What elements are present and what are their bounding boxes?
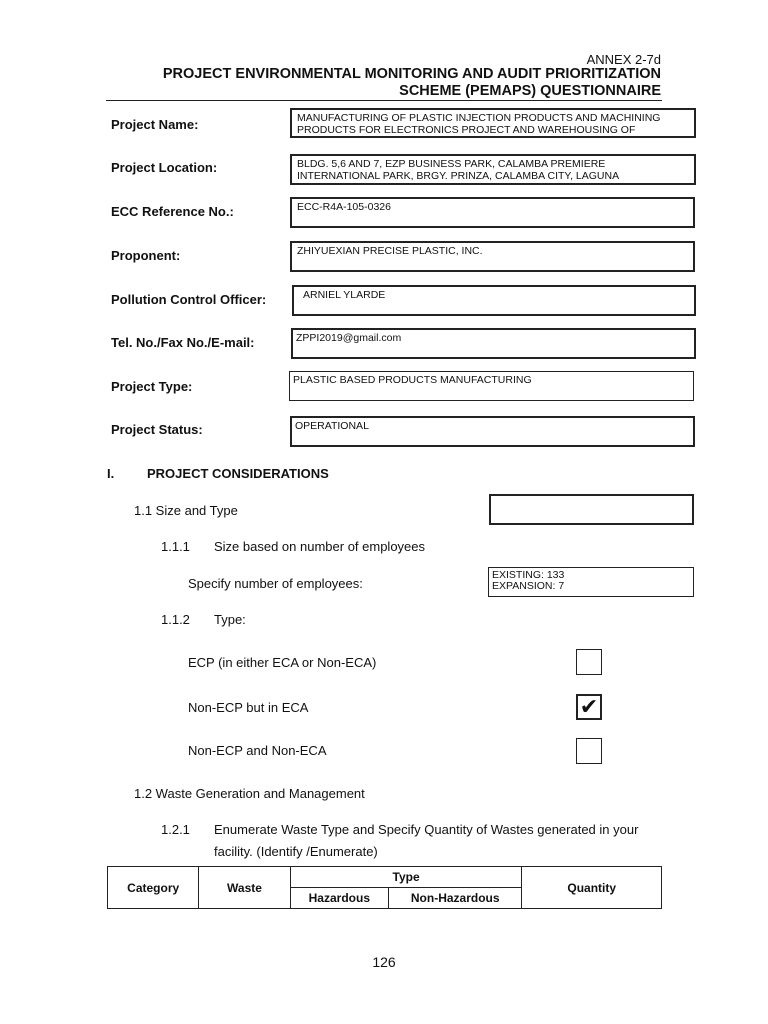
section-number: I.: [107, 466, 115, 481]
project-name-field[interactable]: MANUFACTURING OF PLASTIC INJECTION PRODUCTS AND MACHINING PRODUCTS FOR ELECTRONICS PROJECT AND WAREHOUSING OF: [290, 108, 696, 138]
type-non-ecp-non-eca-label: Non-ECP and Non-ECA: [188, 743, 327, 758]
project-name-label: Project Name:: [111, 117, 199, 132]
ecc-reference-field[interactable]: ECC-R4A-105-0326: [290, 197, 695, 228]
type-ecp-checkbox[interactable]: [576, 649, 602, 675]
employees-expansion: EXPANSION: 7: [492, 580, 565, 592]
project-status-field[interactable]: OPERATIONAL: [290, 416, 695, 447]
page-number: 126: [372, 954, 396, 970]
proponent-field[interactable]: ZHIYUEXIAN PRECISE PLASTIC, INC.: [290, 241, 695, 272]
type-non-ecp-non-eca-checkbox[interactable]: [576, 738, 602, 764]
col-type: Type: [290, 867, 522, 888]
col-quantity: Quantity: [522, 867, 662, 909]
contact-field[interactable]: ZPPI2019@gmail.com: [291, 328, 696, 359]
subsection-1-2-1-text-line1: Enumerate Waste Type and Specify Quantity of Wastes generated in your: [214, 822, 639, 837]
section-title: PROJECT CONSIDERATIONS: [147, 466, 329, 481]
project-location-label: Project Location:: [111, 160, 218, 175]
waste-table: [107, 866, 662, 909]
proponent-label: Proponent:: [111, 248, 181, 263]
subsection-1-1-1-number: 1.1.1: [161, 539, 190, 554]
document-title-line2: SCHEME (PEMAPS) QUESTIONNAIRE: [399, 83, 661, 99]
col-hazardous: Hazardous: [290, 888, 388, 909]
subsection-1-1: 1.1 Size and Type: [134, 503, 238, 518]
header-divider: [106, 100, 662, 101]
col-non-hazardous: Non-Hazardous: [389, 888, 522, 909]
col-category: Category: [108, 867, 199, 909]
subsection-1-2-1-number: 1.2.1: [161, 822, 190, 837]
size-type-field[interactable]: [489, 494, 694, 525]
subsection-1-1-1-text: Size based on number of employees: [214, 539, 426, 554]
pollution-control-officer-label: Pollution Control Officer:: [111, 292, 267, 307]
contact-label: Tel. No./Fax No./E-mail:: [111, 335, 255, 350]
project-location-field[interactable]: BLDG. 5,6 AND 7, EZP BUSINESS PARK, CALAMBA PREMIERE INTERNATIONAL PARK, BRGY. PRINZA, CALAMBA CITY, LAGUNA: [290, 154, 696, 185]
type-non-ecp-eca-label: Non-ECP but in ECA: [188, 700, 309, 715]
col-waste: Waste: [199, 867, 290, 909]
subsection-1-2-1-text-line2: facility. (Identify /Enumerate): [214, 844, 378, 859]
annex-label: ANNEX 2-7d: [586, 52, 661, 67]
project-status-label: Project Status:: [111, 422, 203, 437]
document-title-line1: PROJECT ENVIRONMENTAL MONITORING AND AUDIT PRIORITIZATION: [162, 66, 661, 82]
subsection-1-1-2-text: Type:: [214, 612, 246, 627]
subsection-1-1-2-number: 1.1.2: [161, 612, 190, 627]
type-ecp-label: ECP (in either ECA or Non-ECA): [188, 655, 377, 670]
employees-label: Specify number of employees:: [188, 576, 363, 591]
employees-existing: EXISTING: 133: [492, 569, 565, 581]
ecc-reference-label: ECC Reference No.:: [111, 204, 234, 219]
project-type-label: Project Type:: [111, 379, 193, 394]
project-type-field[interactable]: PLASTIC BASED PRODUCTS MANUFACTURING: [289, 371, 694, 401]
pollution-control-officer-field[interactable]: ARNIEL YLARDE: [292, 285, 696, 316]
employees-field[interactable]: [488, 567, 694, 597]
subsection-1-2: 1.2 Waste Generation and Management: [134, 786, 365, 801]
type-non-ecp-eca-checkbox[interactable]: ✔: [576, 694, 602, 720]
